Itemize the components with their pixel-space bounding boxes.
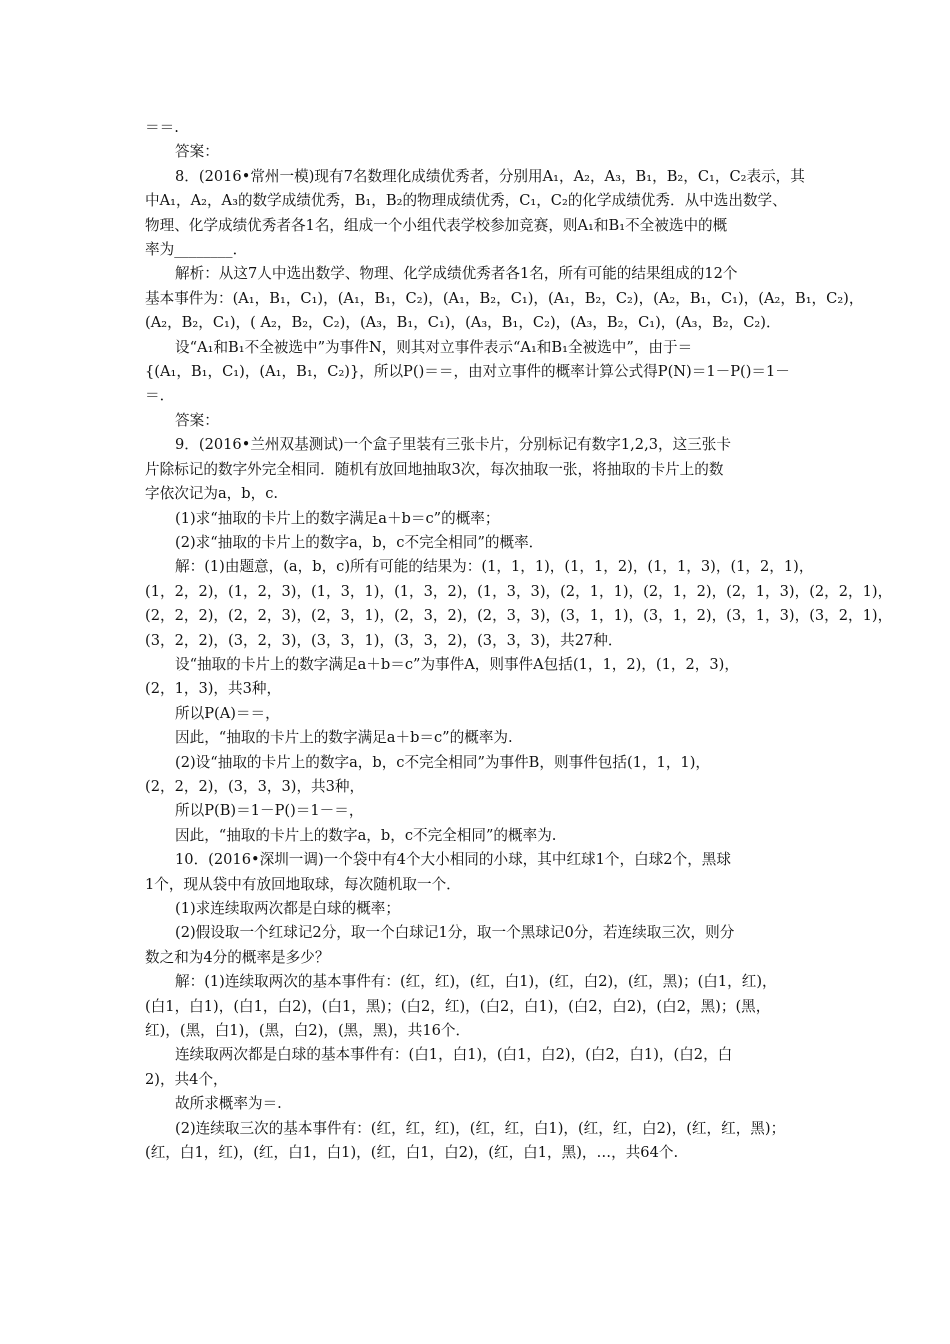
- text-line: (2)设“抽取的卡片上的数字a，b，c不完全相同”为事件B，则事件包括(1，1，1)，: [175, 753, 710, 771]
- text-line: (1)求连续取两次都是白球的概率；: [175, 900, 400, 917]
- text-line: 10．(2016•深圳一调)一个袋中有4个大小相同的小球，其中红球1个，白球2个，黑球: [175, 851, 731, 869]
- text-line: 解：(1)连续取两次的基本事件有：(红，红)，(红，白1)，(红，白2)，(红，黑)；(白1，红)，: [175, 973, 777, 991]
- text-line: 因此，“抽取的卡片上的数字满足a＋b＝c”的概率为.: [175, 729, 513, 747]
- text-line: 答案：: [175, 411, 219, 429]
- text-line: 连续取两次都是白球的基本事件有：(白1，白1)，(白1，白2)，(白2，白1)，(白2，白: [175, 1046, 733, 1064]
- document-body: [145, 116, 893, 1165]
- text-line: 故所求概率为＝.: [175, 1095, 282, 1113]
- text-line: (2)连续取三次的基本事件有：(红，红，红)，(红，红，白1)，(红，红，白2)，(红，红，黑)；: [175, 1119, 786, 1137]
- text-line: (白1，白1)，(白1，白2)，(白1，黑)；(白2，红)，(白2，白1)，(白2，白2)，(白2，黑)；(黑，: [145, 997, 771, 1015]
- text-line: (3，2，2)，(3，2，3)，(3，3，1)，(3，3，2)，(3，3，3)，共27种．: [145, 631, 623, 649]
- text-line: 8．(2016•常州一模)现有7名数理化成绩优秀者，分别用A₁，A₂，A₃，B₁，B₂，C₁，C₂表示，其: [175, 167, 805, 185]
- text-line: 物理、化学成绩优秀者各1名，组成一个小组代表学校参加竞赛，则A₁和B₁不全被选中的概: [145, 216, 728, 234]
- text-line: 答案：: [175, 143, 219, 161]
- text-line: 解析：从这7人中选出数学、物理、化学成绩优秀者各1名，所有可能的结果组成的12个: [175, 265, 738, 283]
- text-line: 中A₁，A₂，A₃的数学成绩优秀，B₁，B₂的物理成绩优秀，C₁，C₂的化学成绩优秀．从中选出数学、: [145, 192, 787, 210]
- text-line: (A₂，B₂，C₁)，( A₂，B₂，C₂)，(A₃，B₁，C₁)，(A₃，B₁，C₂)，(A₃，B₂，C₁)，(A₃，B₂，C₂)．: [145, 314, 781, 332]
- text-line: 解：(1)由题意，(a，b，c)所有可能的结果为：(1，1，1)，(1，1，2)，(1，1，3)，(1，2，1)，: [175, 558, 814, 576]
- text-line: ＝＝.: [145, 119, 179, 136]
- text-line: 数之和为4分的概率是多少？: [145, 948, 330, 966]
- text-line: 基本事件为：(A₁，B₁，C₁)，(A₁，B₁，C₂)，(A₁，B₂，C₁)，(A₁，B₂，C₂)，(A₂，B₁，C₁)，(A₂，B₁，C₂)，: [145, 289, 864, 307]
- text-line: 2)，共4个，: [145, 1070, 228, 1088]
- text-line: (2，2，2)，(2，2，3)，(2，3，1)，(2，3，2)，(2，3，3)，(3，1，1)，(3，1，2)，(3，1，3)，(3，2，1)，: [145, 607, 893, 625]
- text-line: 字依次记为a，b，c.: [145, 485, 279, 503]
- text-line: 所以P(B)＝1－P()＝1－＝，: [175, 802, 364, 820]
- text-line: (2)假设取一个红球记2分，取一个白球记1分，取一个黑球记0分，若连续取三次，则分: [175, 924, 735, 942]
- text-line: (红，白1，红)，(红，白1，白1)，(红，白1，白2)，(红，白1，黑)，…，共64个.: [145, 1144, 679, 1162]
- text-line: 9．(2016•兰州双基测试)一个盒子里装有三张卡片，分别标记有数字1,2,3，这三张卡: [175, 436, 731, 454]
- text-line: (2，2，2)，(3，3，3)，共3种，: [145, 777, 365, 795]
- text-line: 设“抽取的卡片上的数字满足a＋b＝c”为事件A，则事件A包括(1，1，2)，(1，2，3)，: [175, 655, 739, 673]
- text-line: (2，1，3)，共3种，: [145, 680, 282, 698]
- text-line: 率为________．: [145, 241, 248, 259]
- text-line: 所以P(A)＝＝，: [175, 704, 280, 722]
- text-line: ＝．: [145, 387, 175, 405]
- text-line: 因此，“抽取的卡片上的数字a，b，c不完全相同”的概率为.: [175, 826, 557, 844]
- text-line: {(A₁，B₁，C₁)，(A₁，B₁，C₂)}，所以P()＝＝，由对立事件的概率计算公式得P(N)＝1－P()＝1－: [145, 363, 790, 381]
- text-line: 红)，(黑，白1)，(黑，白2)，(黑，黑)，共16个．: [145, 1022, 471, 1040]
- text-line: 1个，现从袋中有放回地取球，每次随机取一个．: [145, 875, 461, 893]
- text-line: (1)求“抽取的卡片上的数字满足a＋b＝c”的概率；: [175, 509, 500, 527]
- text-line: 片除标记的数字外完全相同．随机有放回地抽取3次，每次抽取一张，将抽取的卡片上的数: [145, 460, 724, 478]
- text-line: (2)求“抽取的卡片上的数字a，b，c不完全相同”的概率．: [175, 533, 544, 551]
- text-line: 设“A₁和B₁不全被选中”为事件N，则其对立事件表示“A₁和B₁全被选中”，由于＝: [175, 338, 693, 356]
- text-line: (1，2，2)，(1，2，3)，(1，3，1)，(1，3，2)，(1，3，3)，(2，1，1)，(2，1，2)，(2，1，3)，(2，2，1)，: [145, 582, 893, 600]
